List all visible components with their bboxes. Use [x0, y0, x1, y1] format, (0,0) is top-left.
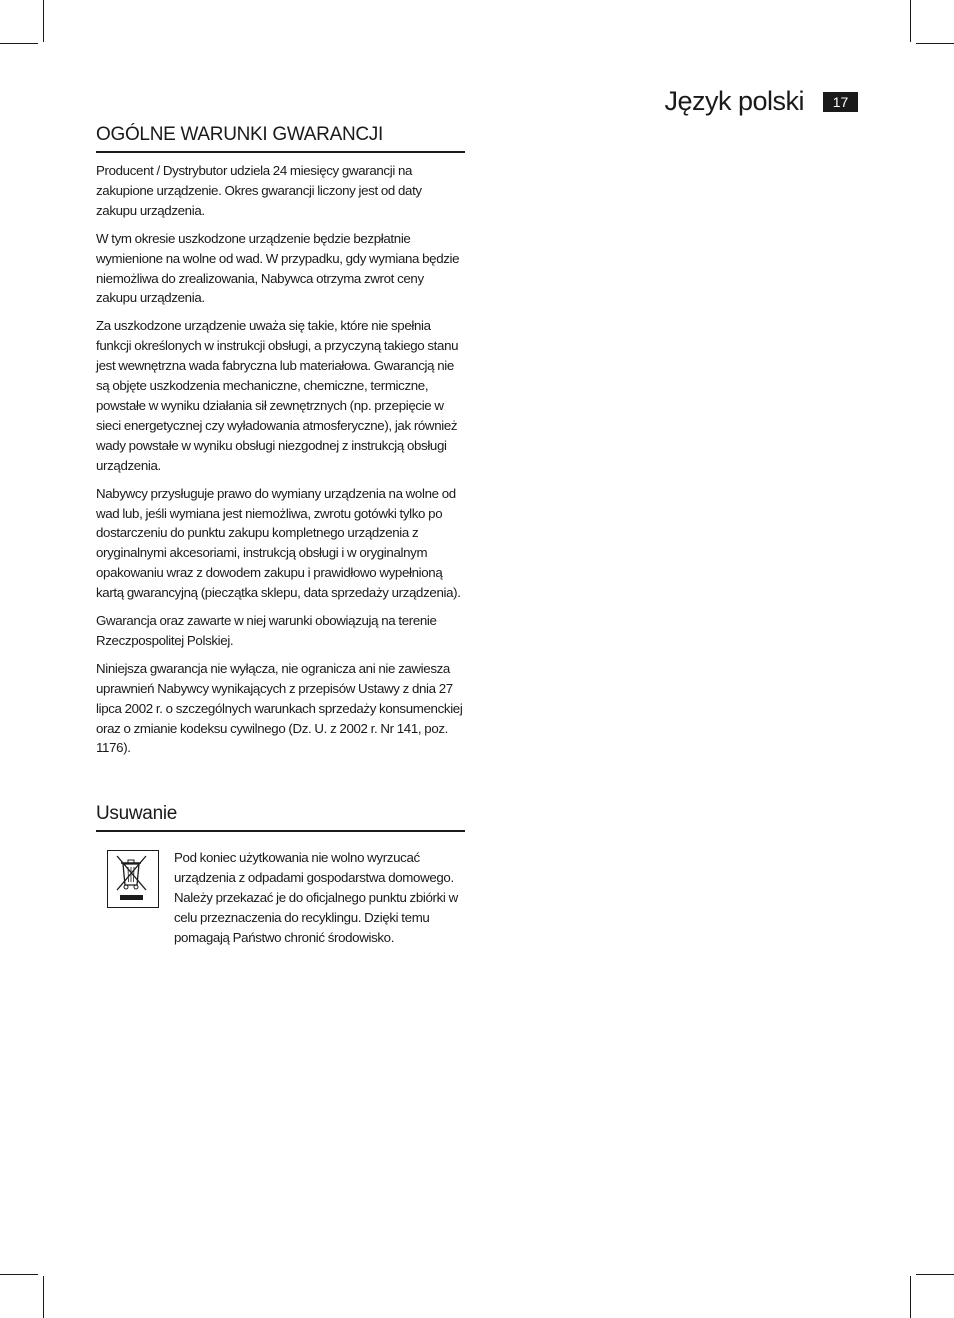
crop-mark: [916, 43, 954, 44]
page-number: 17: [823, 92, 858, 112]
crop-mark: [43, 1276, 44, 1318]
crop-mark: [910, 0, 911, 42]
disposal-title: Usuwanie: [96, 803, 465, 832]
warranty-paragraph: Gwarancja oraz zawarte w niej warunki obowiązują na terenie Rzeczpospolitej Polskiej.: [96, 613, 437, 648]
crop-mark: [0, 1274, 38, 1275]
warranty-paragraph: W tym okresie uszkodzone urządzenie będzie bezpłatnie wymienione na wolne od wad. W przypadku, gdy wymiana będzie niemożliwa do zrealizowania, Nabywca otrzyma zwrot ceny zakupu urządzenia.: [96, 230, 460, 306]
disposal-row: [96, 848, 465, 948]
weee-crossed-bin-icon: [107, 850, 159, 908]
crop-mark: [43, 0, 44, 42]
warranty-paragraph: Nabywcy przysługuje prawo do wymiany urządzenia na wolne od wad lub, jeśli wymiana jest niemożliwa, zwrotu gotówki tylko po dostarczeniu do punktu zakupu kompletnego urządzenia z oryginalnymi akcesoriami, instrukcją obsługi i w oryginalnym opakowaniu wraz z dowodem zakupu i prawidłowo wypełnioną kartą gwarancyjną (pieczątka sklepu, data sprzedaży urządzenia).: [96, 485, 461, 601]
warranty-paragraph: Za uszkodzone urządzenie uważa się takie, które nie spełnia funkcji określonych w instrukcji obsługi, a przyczyną takiego stanu jest wewnętrzna wada fabryczna lub materiałowa. Gwarancją nie są objęte uszkodzenia mechaniczne, chemiczne, termiczne, powstałe w wyniku działania sił zewnętrznych (np. przepięcie w sieci energetycznej czy wyładowania atmosferyczne), jak również wady powstałe w wyniku obsługi niezgodnej z instrukcją obsługi urządzenia.: [96, 318, 459, 473]
disposal-section: [96, 803, 465, 948]
crop-mark: [910, 1276, 911, 1318]
warranty-paragraph: Producent / Dystrybutor udziela 24 miesięcy gwarancji na zakupione urządzenie. Okres gwarancji liczony jest od daty zakupu urządzenia.: [96, 163, 422, 218]
disposal-text: Pod koniec użytkowania nie wolno wyrzucać urządzenia z odpadami gospodarstwa domowego. Należy przekazać je do oficjalnego punktu zbiórki w celu przeznaczenia do recyklingu. Dzięki temu pomagają Państwo chronić środowisko.: [174, 850, 458, 945]
warranty-title: OGÓLNE WARUNKI GWARANCJI: [96, 124, 465, 153]
warranty-section: [96, 124, 465, 766]
warranty-paragraph: Niniejsza gwarancja nie wyłącza, nie ogranicza ani nie zawiesza uprawnień Nabywcy wynikających z przepisów Ustawy z dnia 27 lipca 2002 r. o szczególnych warunkach sprzedaży konsumenckiej oraz o zmianie kodeksu cywilnego (Dz. U. z 2002 r. Nr 141, poz. 1176).: [96, 660, 463, 756]
crop-mark: [0, 43, 38, 44]
crop-mark: [916, 1274, 954, 1275]
language-header: Język polski: [664, 86, 804, 116]
